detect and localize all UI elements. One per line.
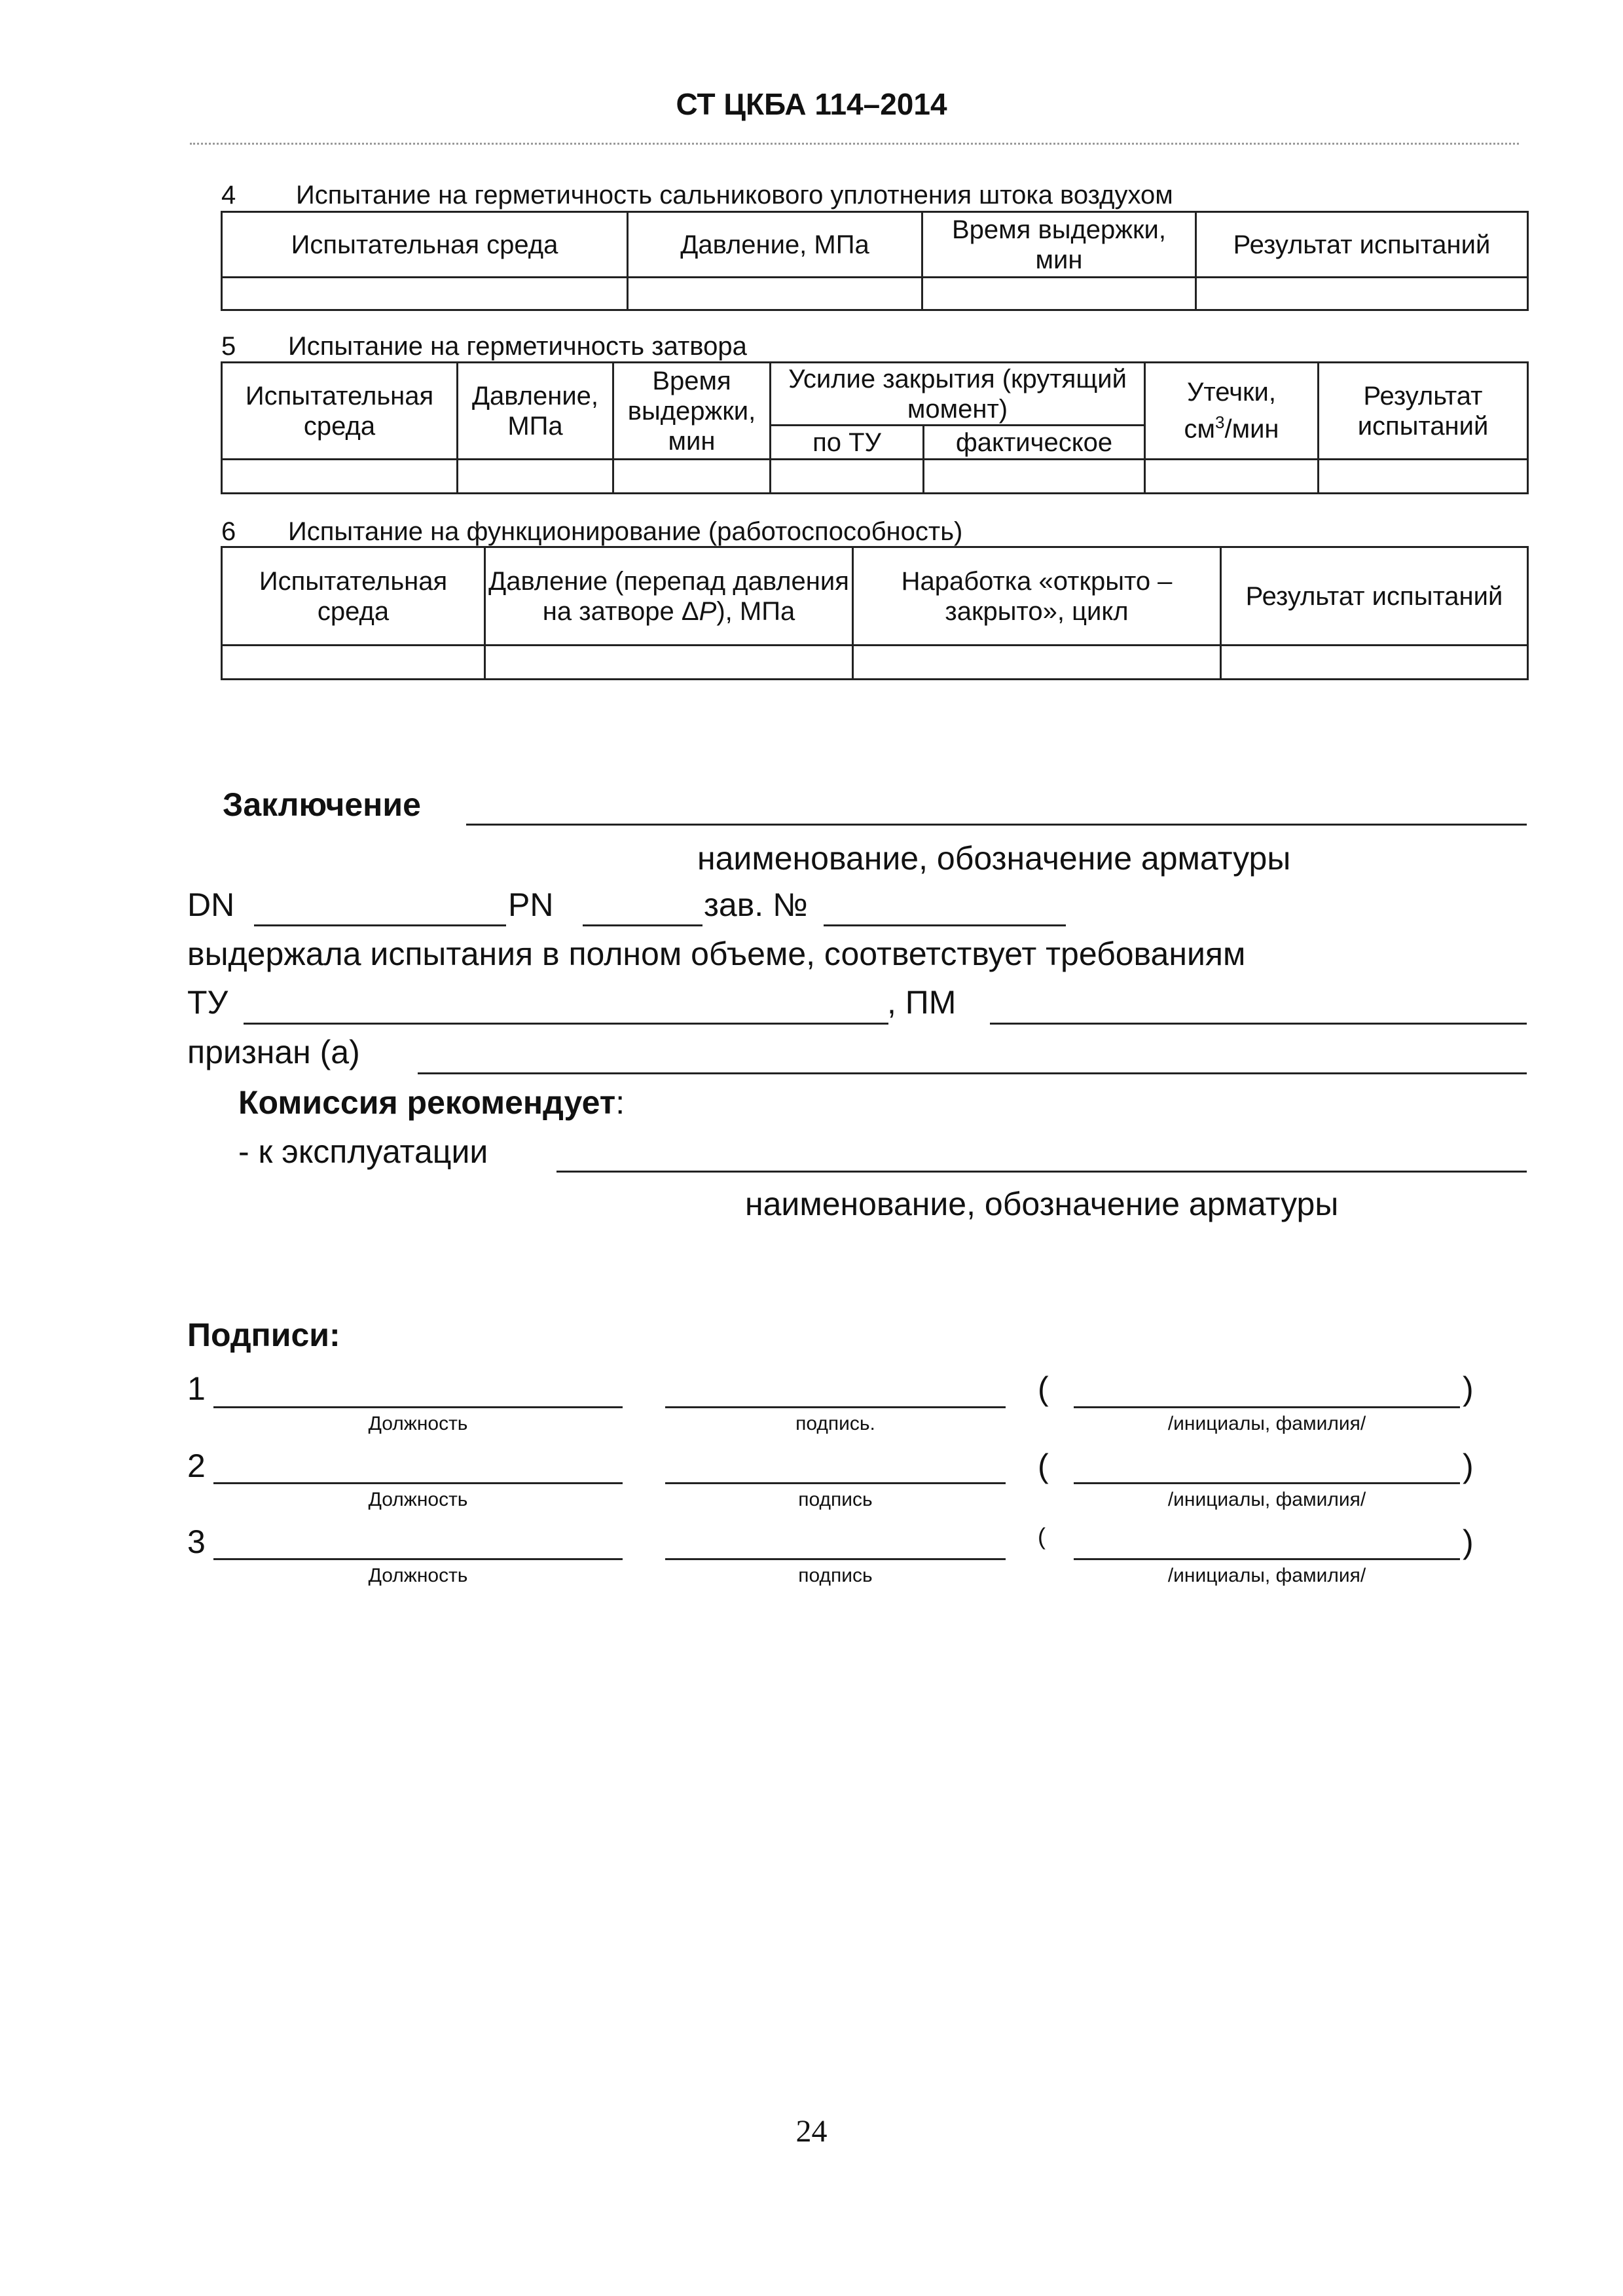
serial-label: зав. № [704, 886, 808, 923]
s4-cell-hold-time[interactable] [922, 278, 1196, 310]
s5-header-actual: фактическое [924, 426, 1145, 460]
pm-label: , ПМ [887, 984, 957, 1021]
s5-leak-unit-sup: 3 [1215, 412, 1225, 433]
section6-number: 6 [221, 517, 236, 546]
s5-cell-leakage[interactable] [1145, 460, 1319, 494]
s4-cell-medium[interactable] [222, 278, 628, 310]
section4-table [221, 211, 1529, 311]
commission-recommends [238, 1084, 625, 1121]
name-close-paren: ) [1463, 1448, 1474, 1484]
s5-header-result: Результат испытаний [1319, 363, 1528, 460]
s6-header-result: Результат испытаний [1221, 547, 1528, 646]
s4-header-hold-time: Время выдержки, мин [922, 212, 1196, 278]
s6-header-medium: Испытательная среда [222, 547, 485, 646]
s6-pressure-symbol: P [699, 596, 717, 626]
to-operation-caption: наименование, обозначение арматуры [745, 1186, 1339, 1222]
position-caption: Должность [368, 1489, 468, 1510]
signature-field[interactable] [665, 1558, 1006, 1560]
dn-label: DN [187, 886, 235, 923]
s6-cell-result[interactable] [1221, 646, 1528, 680]
s4-header-pressure: Давление, МПа [628, 212, 922, 278]
s5-cell-by-tu[interactable] [771, 460, 924, 494]
s5-leak-unit-b: /мин [1224, 414, 1279, 444]
position-caption: Должность [368, 1413, 468, 1434]
serial-field[interactable] [824, 924, 1066, 926]
signature-row-number: 2 [187, 1448, 206, 1484]
s4-cell-result[interactable] [1196, 278, 1528, 310]
s5-header-hold-time: Время выдержки, мин [613, 363, 771, 460]
s5-cell-hold-time[interactable] [613, 460, 771, 494]
s6-cell-medium[interactable] [222, 646, 485, 680]
section4-title: Испытание на герметичность сальникового уплотнения штока воздухом [296, 181, 1173, 210]
pm-field[interactable] [990, 1023, 1527, 1025]
s5-header-by-tu: по ТУ [771, 426, 924, 460]
section4-number: 4 [221, 181, 236, 210]
signature-caption: подпись [798, 1565, 873, 1586]
section6-title: Испытание на функционирование (работоспособность) [288, 517, 963, 546]
name-caption: /инициалы, фамилия/ [1167, 1413, 1366, 1434]
s6-pressure-text-b: ), МПа [716, 596, 795, 626]
s5-cell-result[interactable] [1319, 460, 1528, 494]
to-operation-field[interactable] [556, 1171, 1527, 1173]
s4-header-medium: Испытательная среда [222, 212, 628, 278]
signature-row-number: 1 [187, 1370, 206, 1407]
s5-header-medium: Испытательная среда [222, 363, 458, 460]
pn-field[interactable] [583, 924, 702, 926]
signatures-title: Подписи: [187, 1317, 340, 1353]
s6-cell-cycles[interactable] [853, 646, 1221, 680]
s6-pressure-text-a: Давление (перепад давления на затворе Δ [488, 566, 849, 626]
tu-label: ТУ [187, 984, 228, 1021]
commission-label: Комиссия рекомендует [238, 1084, 616, 1121]
signature-caption: подпись. [795, 1413, 875, 1434]
name-open-paren: ( [1038, 1370, 1049, 1407]
s4-header-result: Результат испытаний [1196, 212, 1528, 278]
signature-field[interactable] [665, 1406, 1006, 1408]
s4-cell-pressure[interactable] [628, 278, 922, 310]
s5-leak-unit-a: см [1184, 414, 1215, 444]
to-operation-label: - к эксплуатации [238, 1133, 488, 1170]
conclusion-title: Заключение [223, 786, 421, 823]
name-close-paren: ) [1463, 1370, 1474, 1407]
name-open-paren: ( [1038, 1523, 1046, 1550]
section5-title: Испытание на герметичность затвора [288, 332, 747, 361]
commission-colon: : [615, 1084, 625, 1121]
s5-leak-label: Утечки, [1187, 378, 1277, 407]
dn-field[interactable] [254, 924, 506, 926]
passed-statement: выдержала испытания в полном объеме, соответствует требованиям [187, 936, 1246, 972]
document-code: СТ ЦКБА 114–2014 [676, 87, 947, 121]
s5-cell-medium[interactable] [222, 460, 458, 494]
page-number: 24 [795, 2114, 828, 2149]
recognized-field[interactable] [418, 1072, 1527, 1074]
name-field[interactable] [1074, 1558, 1460, 1560]
header-divider [190, 143, 1519, 145]
s5-cell-actual[interactable] [924, 460, 1145, 494]
name-field[interactable] [1074, 1482, 1460, 1484]
s5-header-closing-force: Усилие закрытия (крутящий момент) [771, 363, 1145, 426]
conclusion-valve-field[interactable] [466, 824, 1527, 826]
name-open-paren: ( [1038, 1448, 1049, 1484]
position-field[interactable] [213, 1482, 623, 1484]
position-caption: Должность [368, 1565, 468, 1586]
position-field[interactable] [213, 1558, 623, 1560]
section5-table [221, 361, 1529, 494]
name-caption: /инициалы, фамилия/ [1167, 1489, 1366, 1510]
conclusion-valve-caption: наименование, обозначение арматуры [697, 840, 1291, 877]
name-caption: /инициалы, фамилия/ [1167, 1565, 1366, 1586]
s5-header-pressure: Давление, МПа [458, 363, 613, 460]
position-field[interactable] [213, 1406, 623, 1408]
s6-header-pressure [485, 547, 853, 646]
signature-field[interactable] [665, 1482, 1006, 1484]
s6-header-cycles: Наработка «открыто – закрыто», цикл [853, 547, 1221, 646]
recognized-label: признан (а) [187, 1034, 360, 1070]
tu-field[interactable] [244, 1023, 888, 1025]
pn-label: PN [508, 886, 554, 923]
signature-caption: подпись [798, 1489, 873, 1510]
s5-cell-pressure[interactable] [458, 460, 613, 494]
s6-cell-pressure[interactable] [485, 646, 853, 680]
name-close-paren: ) [1463, 1523, 1474, 1560]
s5-header-leakage [1145, 363, 1319, 460]
section6-table [221, 546, 1529, 680]
section5-number: 5 [221, 332, 236, 361]
signature-row-number: 3 [187, 1523, 206, 1560]
name-field[interactable] [1074, 1406, 1460, 1408]
